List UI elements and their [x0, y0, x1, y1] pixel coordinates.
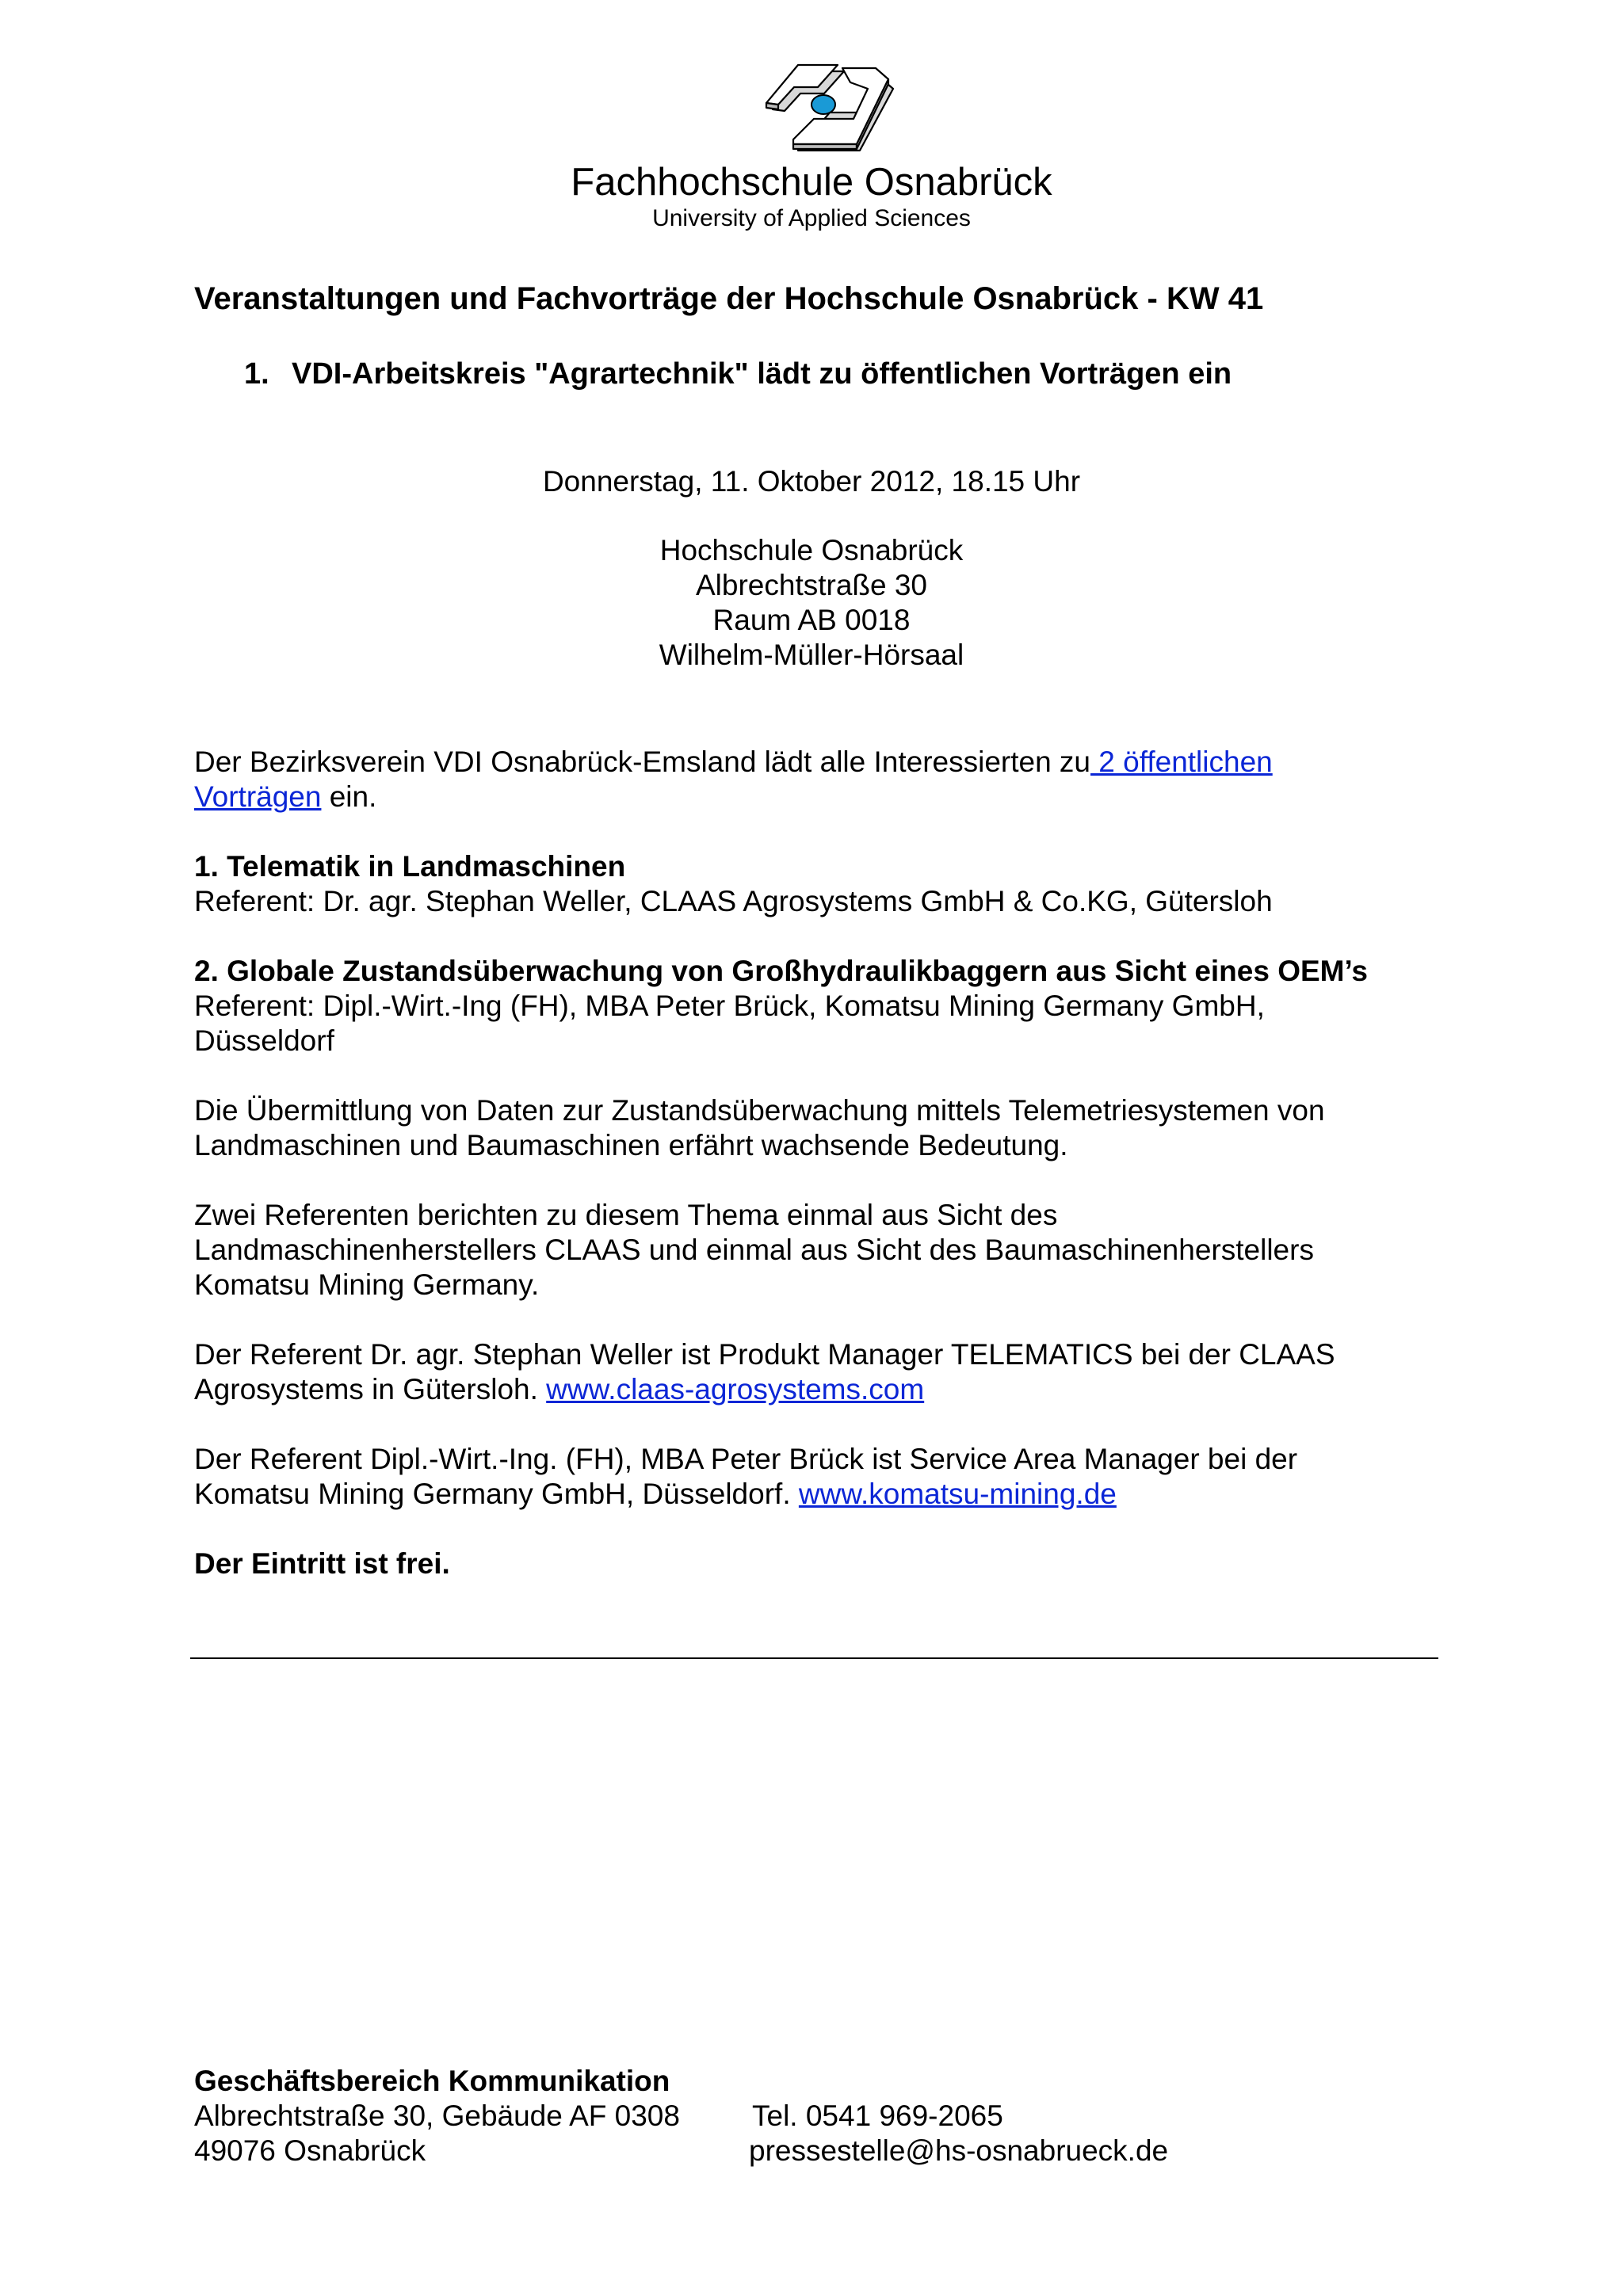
event-street: Albrechtstraße 30	[695, 569, 928, 601]
intro-text-end: ein.	[321, 780, 377, 813]
footer-city: 49076 Osnabrück	[194, 2134, 426, 2167]
university-logo-icon	[749, 62, 896, 157]
paragraph-2-line: Komatsu Mining Germany.	[194, 1268, 540, 1301]
footer-phone: Tel. 0541 969-2065	[752, 2100, 1003, 2132]
talk-2	[194, 954, 1446, 1058]
horizontal-divider	[190, 1657, 1438, 1659]
komatsu-website-link[interactable]: www.komatsu-mining.de	[798, 1478, 1117, 1510]
paragraph-2-line: Zwei Referenten berichten zu diesem Thema einmal aus Sicht des	[194, 1199, 1058, 1231]
paragraph-4-line: Der Referent Dipl.-Wirt.-Ing. (FH), MBA Peter Brück ist Service Area Manager bei der	[194, 1443, 1298, 1475]
section-number: 1.	[244, 357, 269, 391]
talks-link-continued[interactable]: Vorträgen	[194, 780, 322, 813]
section-heading	[244, 355, 1232, 393]
event-venue: Hochschule Osnabrück	[659, 534, 964, 566]
document-title: Veranstaltungen und Fachvorträge der Hochschule Osnabrück - KW 41	[194, 281, 1264, 316]
paragraph-3-line: Der Referent Dr. agr. Stephan Weller ist Produkt Manager TELEMATICS bei der CLAAS	[194, 1338, 1335, 1371]
talk-1-referent: Referent: Dr. agr. Stephan Weller, CLAAS Agrosystems GmbH & Co.KG, Gütersloh	[194, 885, 1273, 917]
section-title: VDI-Arbeitskreis "Agrartechnik" lädt zu öffentlichen Vorträgen ein	[292, 357, 1232, 391]
paragraph-1	[194, 1093, 1446, 1163]
footer-contact	[194, 2064, 680, 2168]
intro-paragraph	[194, 745, 1446, 814]
event-address	[0, 533, 1623, 673]
talk-2-referent: Referent: Dipl.-Wirt.-Ing (FH), MBA Peter Brück, Komatsu Mining Germany GmbH,	[194, 990, 1265, 1022]
intro-text: Der Bezirksverein VDI Osnabrück-Emsland lädt alle Interessierten zu	[194, 746, 1091, 778]
footer-contact-details	[749, 2099, 1168, 2168]
paragraph-4-line: Komatsu Mining Germany GmbH, Düsseldorf.	[194, 1478, 799, 1510]
event-datetime: Donnerstag, 11. Oktober 2012, 18.15 Uhr	[542, 465, 1081, 498]
talk-2-title: 2. Globale Zustandsüberwachung von Großhydraulikbaggern aus Sicht eines OEM’s	[194, 955, 1368, 987]
paragraph-2-line: Landmaschinenherstellers CLAAS und einmal aus Sicht des Baumaschinenherstellers	[194, 1234, 1314, 1266]
claas-website-link[interactable]: www.claas-agrosystems.com	[546, 1373, 925, 1405]
university-subtitle: University of Applied Sciences	[652, 205, 971, 231]
talk-2-referent-cont: Düsseldorf	[194, 1024, 334, 1057]
paragraph-3-line: Agrosystems in Gütersloh.	[194, 1373, 547, 1405]
talk-1	[194, 849, 1446, 919]
university-name: Fachhochschule Osnabrück	[571, 161, 1052, 204]
footer-department: Geschäftsbereich Kommunikation	[194, 2065, 670, 2097]
paragraph-1-line: Die Übermittlung von Daten zur Zustandsüberwachung mittels Telemetriesystemen von	[194, 1094, 1325, 1127]
footer-address: Albrechtstraße 30, Gebäude AF 0308	[194, 2100, 680, 2132]
event-hall: Wilhelm-Müller-Hörsaal	[659, 639, 964, 671]
paragraph-4	[194, 1442, 1446, 1512]
footer-email: pressestelle@hs-osnabrueck.de	[749, 2134, 1169, 2167]
talks-link[interactable]: 2 öffentlichen	[1090, 746, 1273, 778]
paragraph-3	[194, 1337, 1446, 1407]
admission-note: Der Eintritt ist frei.	[194, 1547, 450, 1580]
talk-1-title: 1. Telematik in Landmaschinen	[194, 850, 626, 883]
paragraph-1-line: Landmaschinen und Baumaschinen erfährt wachsende Bedeutung.	[194, 1129, 1068, 1161]
paragraph-2	[194, 1198, 1446, 1302]
event-room: Raum AB 0018	[712, 604, 911, 636]
